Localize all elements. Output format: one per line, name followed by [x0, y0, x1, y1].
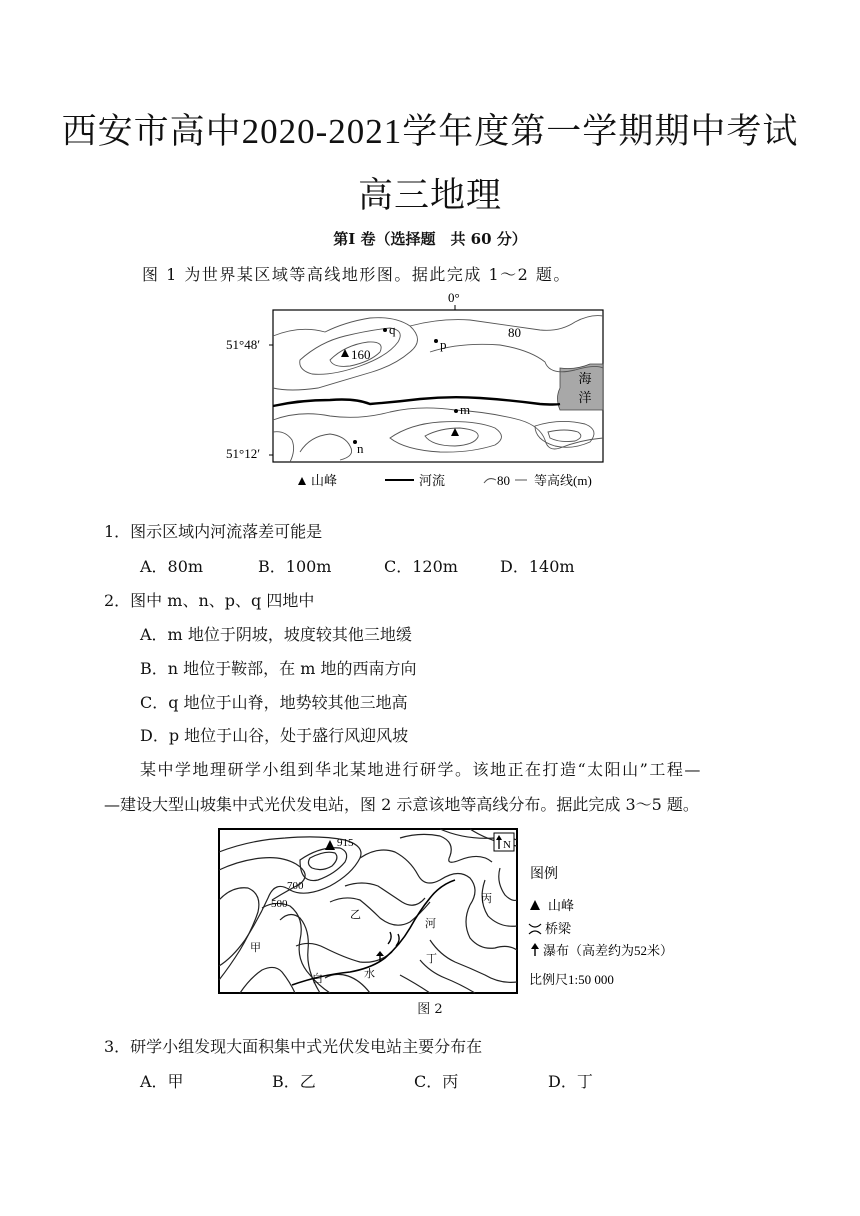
legend-contour-label: 等高线(m): [534, 473, 592, 488]
bridge-icon: [388, 932, 399, 946]
label-jia: 甲: [250, 942, 261, 954]
legend-contour-value: 80: [497, 473, 510, 488]
label-bai: 白: [312, 973, 323, 985]
contour-80-label: 80: [508, 325, 521, 340]
legend2-title: 图例: [530, 867, 558, 882]
exam-title: 西安市高中2020-2021学年度第一学期期中考试: [61, 112, 799, 151]
label-yi: 乙: [350, 909, 361, 921]
q1-option-c[interactable]: C．120m: [384, 557, 458, 576]
legend2-scale: 比例尺1:50 000: [529, 972, 614, 987]
label-ding: 丁: [426, 953, 437, 965]
lat-top-label: 51°48′: [226, 337, 261, 352]
sea-label-2: 洋: [578, 390, 592, 405]
legend2-bridge-icon: [529, 924, 541, 934]
legend2-peak-icon: [530, 900, 540, 910]
legend2-waterfall-label: 瀑布（高差约为52米）: [543, 943, 674, 958]
legend-peak-label: 山峰: [311, 473, 338, 488]
q2-option-a[interactable]: A．m 地位于阴坡，坡度较其他三地缓: [140, 625, 412, 644]
q3-option-c[interactable]: C．丙: [414, 1072, 459, 1091]
svg-text:n: n: [357, 441, 364, 456]
figure2-intro-line2: —建设大型山坡集中式光伏发电站，图 2 示意该地等高线分布。据此完成 3～5 题。: [104, 795, 699, 814]
q1-option-b[interactable]: B．100m: [258, 557, 332, 576]
figure1-intro: 图 1 为世界某区域等高线地形图。据此完成 1～2 题。: [142, 265, 571, 284]
lon-label: 0°: [448, 290, 460, 305]
q1-option-d[interactable]: D．140m: [500, 557, 575, 576]
question-3-stem: 3．研学小组发现大面积集中式光伏发电站主要分布在: [104, 1037, 483, 1056]
peak-915-label: 915: [337, 837, 354, 849]
peak-915-icon: [325, 840, 335, 850]
question-2-stem: 2．图中 m、n、p、q 四地中: [104, 591, 315, 610]
q3-option-a[interactable]: A．甲: [140, 1072, 184, 1091]
figure2-caption: 图 2: [417, 1002, 443, 1017]
q2-option-b[interactable]: B．n 地位于鞍部，在 m 地的西南方向: [140, 659, 417, 678]
legend2-peak-label: 山峰: [548, 898, 575, 913]
q3-option-b[interactable]: B．乙: [272, 1072, 316, 1091]
label-he: 河: [425, 918, 436, 930]
svg-text:q: q: [389, 322, 396, 337]
legend2-bridge-label: 桥梁: [545, 921, 572, 936]
label-bing: 丙: [481, 893, 492, 905]
sea-label-1: 海: [578, 371, 592, 386]
section-header: 第Ⅰ 卷（选择题 共 60 分）: [333, 230, 527, 248]
question-1-stem: 1．图示区域内河流落差可能是: [104, 522, 323, 541]
peak-160-label: 160: [351, 347, 371, 362]
label-shui: 水: [364, 968, 375, 980]
contour-700-label: 700: [287, 880, 304, 892]
q2-option-c[interactable]: C．q 地位于山脊，地势较其他三地高: [140, 693, 408, 712]
q3-option-d[interactable]: D．丁: [548, 1072, 593, 1091]
lat-bottom-label: 51°12′: [226, 446, 261, 461]
svg-text:m: m: [460, 402, 471, 417]
contour-500-label: 500: [271, 898, 288, 910]
q1-option-a[interactable]: A．80m: [140, 557, 204, 576]
subject-title: 高三地理: [357, 176, 502, 215]
legend-river-label: 河流: [419, 473, 446, 488]
figure2-intro-line1: 某中学地理研学小组到华北某地进行研学。该地正在打造“太阳山”工程—: [140, 760, 702, 779]
svg-text:p: p: [440, 337, 447, 352]
north-label: N: [503, 839, 511, 851]
q2-option-d[interactable]: D．p 地位于山谷，处于盛行风迎风坡: [140, 726, 409, 745]
